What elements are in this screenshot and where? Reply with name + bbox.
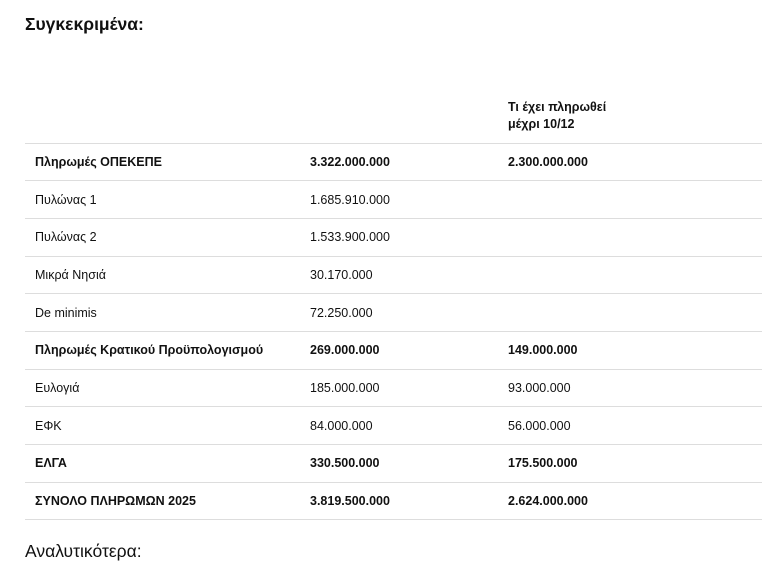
row-paid: [498, 181, 762, 219]
details-heading: Αναλυτικότερα:: [25, 541, 142, 561]
row-paid: 56.000.000: [498, 407, 762, 445]
row-amount: 1.533.900.000: [300, 218, 498, 256]
table-row: [25, 143, 762, 181]
row-label: Πυλώνας 1: [25, 181, 300, 219]
payments-table: [25, 88, 762, 520]
row-label: ΣΥΝΟΛΟ ΠΛΗΡΩΜΩΝ 2025: [25, 482, 300, 520]
row-amount: 3.322.000.000: [300, 143, 498, 181]
row-amount: 30.170.000: [300, 256, 498, 294]
table-row: [25, 482, 762, 520]
row-amount: 3.819.500.000: [300, 482, 498, 520]
header-category: [25, 88, 300, 143]
row-paid: 149.000.000: [498, 331, 762, 369]
table-row: [25, 294, 762, 332]
row-label: Πυλώνας 2: [25, 218, 300, 256]
table-row: [25, 256, 762, 294]
row-amount: 1.685.910.000: [300, 181, 498, 219]
row-label: Πληρωμές ΟΠΕΚΕΠΕ: [25, 143, 300, 181]
table-header-row: [25, 88, 762, 143]
table-row: [25, 218, 762, 256]
row-paid: 175.500.000: [498, 445, 762, 483]
row-label: ΕΦΚ: [25, 407, 300, 445]
row-label: De minimis: [25, 294, 300, 332]
row-label: ΕΛΓΑ: [25, 445, 300, 483]
row-amount: 185.000.000: [300, 369, 498, 407]
row-amount: 330.500.000: [300, 445, 498, 483]
table-body: [25, 143, 762, 520]
row-amount: 269.000.000: [300, 331, 498, 369]
table-row: [25, 181, 762, 219]
row-paid: [498, 256, 762, 294]
row-amount: 84.000.000: [300, 407, 498, 445]
section-heading: Συγκεκριμένα:: [25, 14, 144, 34]
row-amount: 72.250.000: [300, 294, 498, 332]
header-paid: Τι έχει πληρωθεί μέχρι 10/12: [498, 88, 762, 143]
table-row: [25, 331, 762, 369]
table-row: [25, 369, 762, 407]
row-paid: [498, 218, 762, 256]
row-paid: 2.300.000.000: [498, 143, 762, 181]
table-row: [25, 407, 762, 445]
row-label: Ευλογιά: [25, 369, 300, 407]
payments-table-container: [25, 88, 762, 520]
row-label: Μικρά Νησιά: [25, 256, 300, 294]
row-paid: 93.000.000: [498, 369, 762, 407]
row-paid: [498, 294, 762, 332]
row-paid: 2.624.000.000: [498, 482, 762, 520]
header-amount: [300, 88, 498, 143]
table-row: [25, 445, 762, 483]
row-label: Πληρωμές Κρατικού Προϋπολογισμού: [25, 331, 300, 369]
